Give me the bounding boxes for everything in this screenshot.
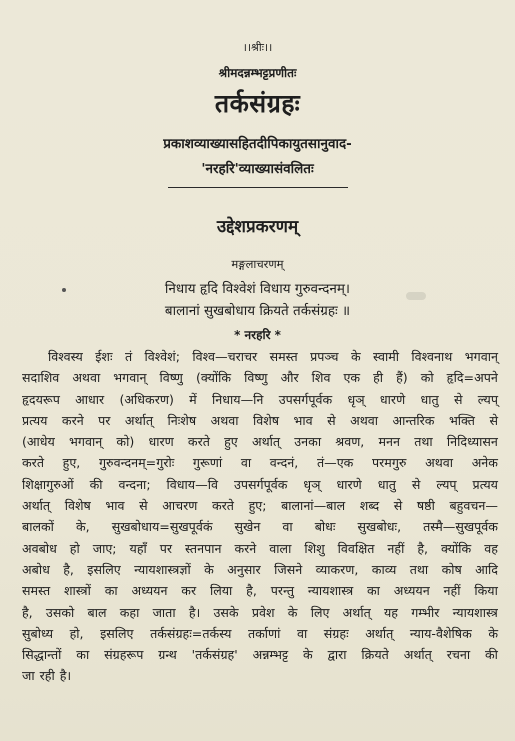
word: अर्थात् [365,625,394,641]
word: ल्यप् [436,476,457,492]
word: हृदयरूप [22,391,60,407]
word: सुखबोधः, [357,519,402,535]
commentary-line [22,431,498,452]
word: अन्नम्भट्ट [252,647,289,663]
word: से [393,498,403,514]
commentary-line [22,559,498,580]
word: शिक्षागुरुओं [22,476,74,492]
commentary-line [22,495,498,516]
word: वाला [269,540,292,556]
commentary-line [22,538,498,559]
commentary-line [22,410,498,431]
word: की [484,647,498,663]
word: अबोध [22,561,50,577]
word: सुबोध्य [22,625,54,641]
word: शब्द [359,498,380,514]
word: निःशेष [167,412,197,428]
word: का [104,583,118,599]
word: तर्काणां [247,625,281,641]
word: व्याकरण, [315,561,359,577]
word: नहीं [443,583,461,599]
word: ही [373,370,384,386]
word: निदिध्यासन [446,434,498,450]
word: परन्तु [270,583,295,599]
word: बोधः [314,519,336,535]
word: ईशः [95,349,113,364]
word: है। [59,668,72,684]
word: के [488,625,498,641]
word: षष्ठी [416,498,435,514]
word: स्तनपान [185,540,222,556]
word: रही [39,668,55,684]
word: तर्कसंग्रहः=तर्कस्य [150,625,232,641]
word: अर्थात् [342,604,371,620]
word: श्रवण, [335,434,365,450]
word: अनुसार [227,561,261,577]
word: न्यायशास्त्र [307,583,354,599]
commentary-line [22,346,498,367]
word: पर [98,412,111,428]
word: गुरुवन्दनम्=गुरोः [98,455,175,471]
word: भगवान् [113,370,147,386]
word: विष्णु [159,370,183,386]
word: सुखेन [234,519,261,535]
word: हुए; [248,498,267,514]
commentary-label: * नरहरि * [234,328,281,342]
word: अनेक [471,455,498,471]
word: गुरूणां [192,455,223,471]
word: प्रत्यय [22,412,48,428]
word: कर [181,583,197,599]
word: समस्त [22,583,51,599]
word: की [89,476,103,492]
word: परमगुरु [372,455,407,471]
word: अर्थात् [22,498,51,514]
paper-stain [406,292,426,300]
verse-line-1: निधाय हृदि विश्वेशं विधाय गुरुवन्दनम्। [164,281,351,297]
word: तथा [409,561,429,577]
word: प्रवेश [251,604,275,620]
word: के [204,561,214,577]
word: कहा [119,604,140,620]
word: अर्थात् [251,434,281,450]
word: हैं) [396,370,408,386]
commentary-line [22,580,498,601]
word: करने [234,540,257,556]
verse-line-2: बालानां सुखबोधाय क्रियते तर्कसंग्रहः ॥ [164,303,351,319]
word: अध्ययन [393,583,430,599]
word: क्रियते [361,647,389,663]
word: 'तर्कसंग्रह' [191,647,238,663]
word: तं—एक [316,455,354,471]
word: वा [240,455,252,471]
word: है, [63,561,74,577]
word: विधाय—वि [166,476,218,492]
invocation: ।।श्रीः।। [242,41,273,54]
word: (आधेय [22,434,55,450]
word: आन्तरिक [392,412,435,428]
word: विशेष [252,412,280,428]
word: हुए [224,434,238,450]
word: बहुवचन— [449,498,498,514]
word: स्वामी [373,349,400,364]
word: भाव [293,412,313,428]
word: जाता [152,604,176,620]
word: वन्दना; [118,476,151,492]
word: से [327,412,336,428]
word: आदि [475,561,498,577]
word: का [366,583,380,599]
word: धातु [377,476,396,492]
book-title: तर्कसंग्रहः [214,89,301,118]
word: विश्वस्य [48,349,83,364]
word: ग्रन्थ [158,647,177,663]
word: शिशु [304,540,325,556]
word: उसको [45,604,75,620]
word: तस्मै—सुखपूर्वक [423,519,498,535]
word: अर्थात् [403,647,432,663]
mangala-label: मङ्गलाचरणम् [231,257,284,271]
word: न्यायशास्त्रज्ञों [134,561,191,577]
word: भाव [105,498,125,514]
commentary-body [22,346,498,687]
word: को [420,370,434,386]
author-line: श्रीमदन्नम्भट्टप्रणीतः [218,66,297,80]
word: कोष [441,561,462,577]
word: विश्वेशं; [144,349,180,364]
commentary-line [22,644,498,665]
word: में [189,391,197,407]
word: से [411,476,421,492]
word: (अधिकरण) [119,391,174,407]
word: से [453,391,463,407]
commentary-line [22,474,498,495]
word: धृञ् [347,391,365,407]
word: वा [282,519,293,535]
word: लिए [310,604,330,620]
word: हृदि=अपने [446,370,498,386]
word: अथवा [72,370,101,386]
word: काव्य [371,561,397,577]
word: अध्ययन [131,583,168,599]
word: एक [343,370,361,386]
word: ल्यप् [477,391,498,407]
word: सुखबोधाय=सुखपूर्वकं [111,519,213,535]
word: (क्योंकि [195,370,232,386]
word: क्योंकि [440,540,472,556]
subtitle-line-1: प्रकाशव्याख्यासहितदीपिकायुतसानुवाद- [163,136,352,152]
word: यह [384,604,398,620]
word: विश्व—चराचर [192,349,258,364]
word: सदाशिव [22,370,60,386]
word: इसलिए [87,561,121,577]
word: प्रत्यय [472,476,498,492]
word: उसके [213,604,239,620]
word: के, [75,519,90,535]
word: आचरण [162,498,198,514]
word: लिया [209,583,233,599]
word: गम्भीर [411,604,440,620]
word: उनका [294,434,322,450]
word: अर्थात् [124,412,154,428]
word: के [303,647,313,663]
word: भक्ति [448,412,475,428]
word: इसलिए [100,625,134,641]
word: संग्रहरूप [104,647,144,663]
word: निधाय—नि [212,391,264,407]
word: जाए; [92,540,117,556]
word: शास्त्रों [63,583,91,599]
divider [168,187,348,188]
word: जा [22,668,35,684]
word: प्रपञ्च [310,349,339,364]
word: धातु [420,391,439,407]
word: हुए, [62,455,81,471]
word: और [280,370,299,386]
word: के [350,349,361,364]
word: से [489,412,498,428]
commentary-line [22,367,498,388]
word: सिद्धान्तों [22,647,62,663]
word: करते [22,455,45,471]
word: संग्रहः [323,625,349,641]
word: अथवा [350,412,379,428]
commentary-line [22,516,498,537]
word: विष्णु [244,370,268,386]
word: है, [246,583,257,599]
word: का [76,647,90,663]
commentary-line [22,452,498,473]
section-heading: उद्देशप्रकरणम् [216,217,299,237]
word: समस्त [269,349,298,364]
word: बालानां—बाल [281,498,346,514]
word: धारण [148,434,174,450]
word: आधार [75,391,105,407]
word: को) [116,434,135,450]
word: भगवान् [464,349,498,364]
word: भगवान् [69,434,103,450]
subtitle-line-2: 'नरहरि'व्याख्यासंवलितः [201,161,314,177]
word: रचना [446,647,471,663]
word: धृञ् [303,476,321,492]
word: जिसने [274,561,303,577]
word: हो, [69,625,84,641]
word: तथा [414,434,433,450]
word: अथवा [210,412,239,428]
word: तं [124,349,133,364]
word: है, [417,540,429,556]
commentary-line [22,602,498,623]
word: वन्दनं, [269,455,299,471]
word: बाल [87,604,107,620]
word: के [287,604,298,620]
word: न्यायशास्त्र [452,604,498,620]
word: करते [187,434,210,450]
word: धारणे [379,391,406,407]
word: करने [61,412,84,428]
commentary-line [22,665,498,686]
word: मनन [378,434,401,450]
word: किया [474,583,498,599]
commentary-line [22,389,498,410]
word: है। [188,604,201,620]
word: वा [296,625,308,641]
word: विश्वनाथ [411,349,453,364]
word: पर [159,540,173,556]
word: उपसर्गपूर्वक [278,391,333,407]
word: करते [211,498,234,514]
word: वह [484,540,498,556]
word: यहाँ [129,540,147,556]
word: विवक्षित [337,540,375,556]
word: विशेष [64,498,91,514]
word: धारणे [336,476,362,492]
word: हो [69,540,80,556]
word: है, [22,604,33,620]
word: द्वारा [327,647,347,663]
word: शिव [311,370,331,386]
word: अवबोध [22,540,57,556]
word: उपसर्गपूर्वक [233,476,288,492]
word: नहीं [387,540,405,556]
word: से [139,498,148,514]
word: बालकों [22,519,54,535]
word: न्याय-वैशेषिक [409,625,472,641]
commentary-line [22,623,498,644]
word: अथवा [425,455,454,471]
